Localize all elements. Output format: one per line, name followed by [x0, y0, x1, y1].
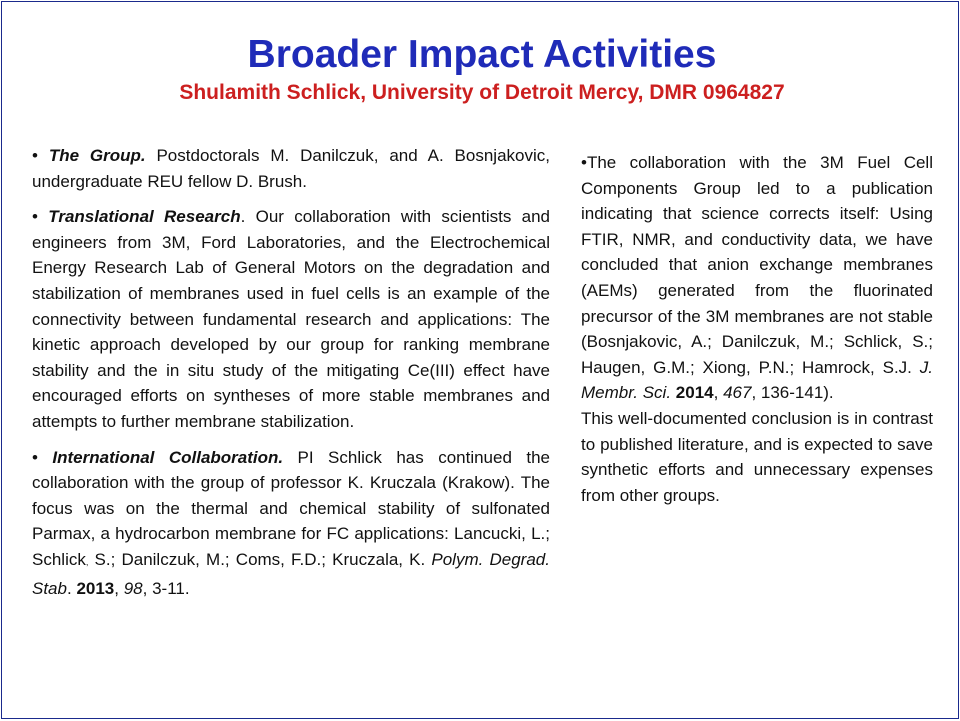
group-paragraph [32, 143, 550, 194]
journal-name: J. Membr. Sci. [581, 357, 933, 403]
slide [1, 1, 959, 719]
international-text-2: S.; Danilczuk, M.; Coms, F.D.; Kruczala, K. [88, 549, 432, 569]
right-column [581, 150, 933, 508]
international-text-1: PI Schlick has continued the collaboration with the group of professor K. Kruczala (Krakow). The focus was on the thermal and chemical stability of sulfonated Parmax, a hydrocarbon membrane for FC applications: Lancucki, L.; Schlick [32, 447, 550, 569]
after-journal: . [66, 578, 77, 598]
page-subtitle: Shulamith Schlick, University of Detroit Mercy, DMR 0964827 [179, 81, 785, 104]
conclusion-paragraph: This well-documented conclusion is in contrast to published literature, and is expected to save synthetic efforts and unnecessary expenses from other groups. [581, 408, 933, 505]
translational-paragraph [32, 204, 550, 434]
international-paragraph [32, 445, 550, 602]
citation-sep: , [114, 578, 124, 598]
page-title: Broader Impact Activities [247, 33, 717, 76]
bullet: • [32, 447, 38, 467]
citation-pages: , 3-11. [142, 578, 190, 598]
collaboration-paragraph [581, 150, 933, 406]
bullet: • [32, 146, 38, 165]
left-column [32, 143, 550, 611]
journal-name: Polym. Degrad. Stab [32, 549, 550, 598]
citation-pages: , 136-141). [751, 383, 834, 403]
collaboration-text: •The collaboration with the 3M Fuel Cell Components Group led to a publication indicating that science corrects itself: Using FTIR, NMR, and conductivity data, we have concluded that anion exchange membranes (AEMs) generated from the fluorinated precursor of the 3M membranes are not stable (Bosnjakovic, A.; Danilczuk, M.; Schlick, S.; Haugen, G.M.; Xiong, P.N.; Hamrock, S.J. [581, 153, 933, 377]
group-text: Postdoctorals M. Danilczuk, and A. Bosnjakovic, undergraduate REU fellow D. Brush. [32, 146, 550, 191]
small-comma: , [85, 556, 89, 567]
group-heading: The Group. [48, 146, 146, 165]
citation-year: 2013 [76, 578, 115, 598]
bullet: • [32, 207, 38, 227]
translational-text: . Our collaboration with scientists and engineers from 3M, Ford Laboratories, and the Electrochemical Energy Research Lab of General Motors on the degradation and stabilization of membranes used in fuel cells is an example of the connectivity between fundamental research and applications: The kinetic approach developed by our group for ranking membrane stability and the in situ study of the mitigating Ce(III) effect have encouraged efforts on syntheses of more stable membranes and attempts to further membrane stabilization. [32, 207, 550, 431]
international-heading: International Collaboration. [52, 447, 284, 467]
citation-volume: 98 [123, 578, 143, 598]
citation-volume: 467 [723, 383, 752, 403]
citation-year: 2014 [675, 383, 714, 403]
translational-heading: Translational Research [48, 207, 241, 227]
citation-sep: , [713, 383, 724, 403]
